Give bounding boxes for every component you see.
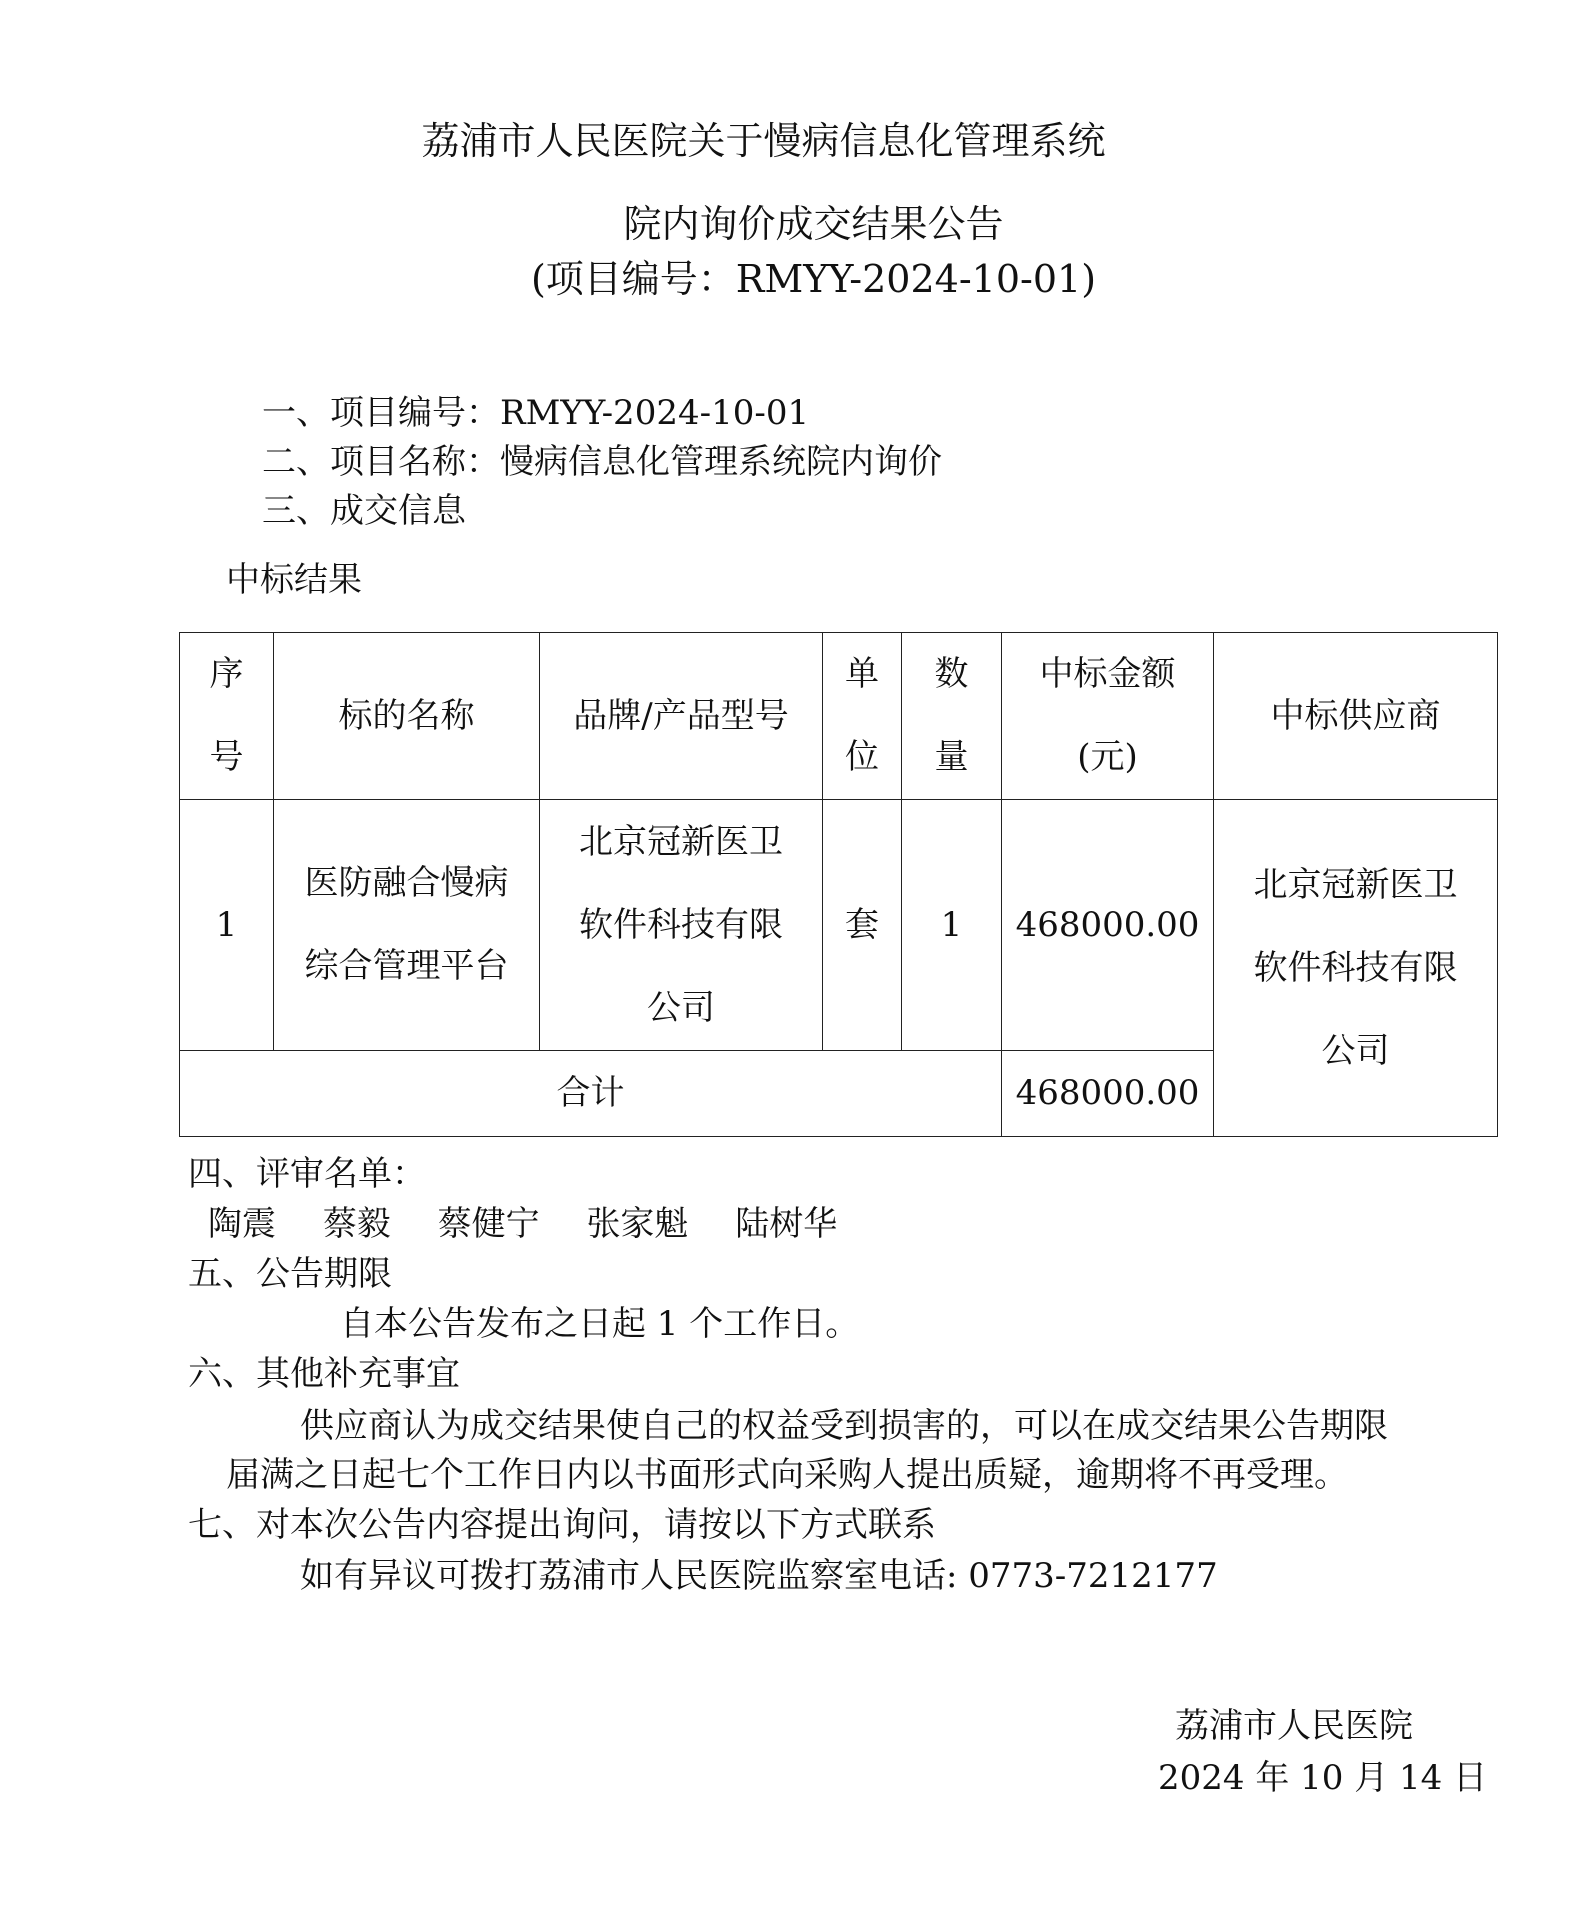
cell-amount: 468000.00 <box>1002 800 1214 1051</box>
reviewer-name: 蔡健宁 <box>437 1204 540 1244</box>
title-line-1: 荔浦市人民医院关于慢病信息化管理系统 <box>421 119 1106 163</box>
section-notice-period: 五、公告期限 <box>188 1254 392 1294</box>
cell-brand-model: 北京冠新医卫 软件科技有限 公司 <box>540 800 823 1051</box>
contact-text: 如有异议可拨打荔浦市人民医院监察室电话: 0773-7212177 <box>300 1556 1218 1596</box>
reviewer-name: 蔡毅 <box>322 1204 391 1244</box>
section-project-number: 一、项目编号：RMYY-2024-10-01 <box>262 393 810 433</box>
header-seq: 序 号 <box>180 633 274 800</box>
header-amount: 中标金额 (元) <box>1002 633 1214 800</box>
reviewer-list <box>208 1196 873 1245</box>
cell-seq: 1 <box>180 800 274 1051</box>
cell-item-name: 医防融合慢病 综合管理平台 <box>274 800 540 1051</box>
cell-supplier: 北京冠新医卫 软件科技有限 公司 <box>1214 800 1498 1137</box>
section-other-matters: 六、其他补充事宜 <box>188 1354 460 1394</box>
signature-org: 荔浦市人民医院 <box>1175 1706 1413 1746</box>
table-header-row <box>180 633 1498 800</box>
section-contact: 七、对本次公告内容提出询问，请按以下方式联系 <box>188 1505 936 1545</box>
header-unit: 单 位 <box>823 633 902 800</box>
result-table <box>179 632 1498 1137</box>
section-reviewers: 四、评审名单： <box>188 1154 426 1194</box>
reviewer-name: 陶震 <box>208 1204 276 1244</box>
cell-unit: 套 <box>823 800 902 1051</box>
other-matters-text-2: 届满之日起七个工作日内以书面形式向采购人提出质疑，逾期将不再受理。 <box>226 1455 1348 1495</box>
notice-period-text: 自本公告发布之日起 1 个工作日。 <box>340 1304 860 1344</box>
table-row <box>180 800 1498 1051</box>
other-matters-text-1: 供应商认为成交结果使自己的权益受到损害的，可以在成交结果公告期限 <box>300 1406 1388 1446</box>
reviewer-name: 陆树华 <box>735 1204 838 1244</box>
cell-quantity: 1 <box>902 800 1002 1051</box>
total-amount: 468000.00 <box>1002 1051 1214 1137</box>
header-brand-model: 品牌/产品型号 <box>540 633 823 800</box>
header-quantity: 数 量 <box>902 633 1002 800</box>
header-supplier: 中标供应商 <box>1214 633 1498 800</box>
section-deal-info: 三、成交信息 <box>262 491 466 531</box>
header-item-name: 标的名称 <box>274 633 540 800</box>
project-number-title: (项目编号：RMYY-2024-10-01) <box>530 257 1097 301</box>
signature-date: 2024 年 10 月 14 日 <box>1158 1758 1488 1798</box>
total-label: 合计 <box>180 1051 1002 1137</box>
title-line-2: 院内询价成交结果公告 <box>623 202 1004 246</box>
section-project-name: 二、项目名称：慢病信息化管理系统院内询价 <box>262 442 942 482</box>
reviewer-name: 张家魁 <box>586 1204 689 1244</box>
table-caption: 中标结果 <box>226 560 362 600</box>
